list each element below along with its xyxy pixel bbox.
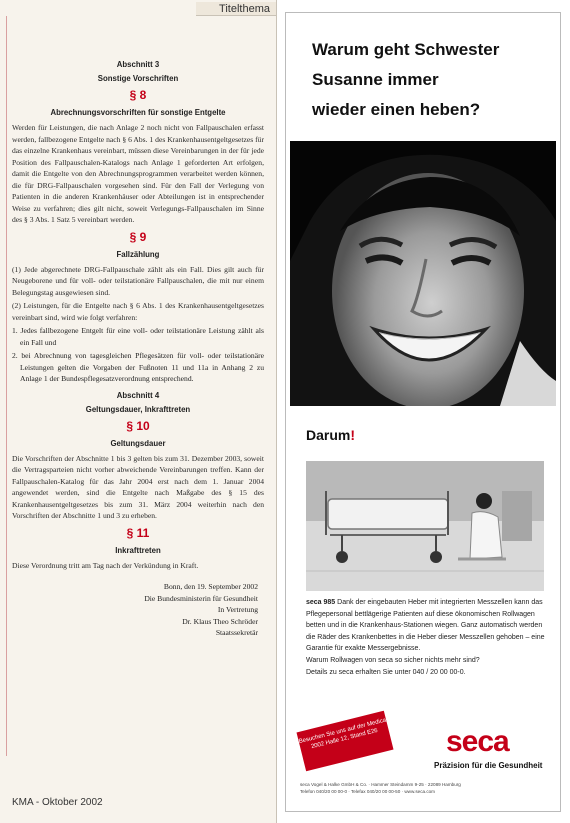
ad-headline-line-2: Susanne immer <box>312 70 439 89</box>
signature-place-date: Bonn, den 19. September 2002 <box>163 582 258 591</box>
margin-rule <box>6 16 7 756</box>
signature-ministry: Die Bundesministerin für Gesundheit <box>144 593 258 603</box>
ad-footer-line-1: seca Vogel & Halke GmbH & Co. · Hammer Steindamm 9-25 · 22089 Hamburg <box>300 782 461 787</box>
seca-tagline: Präzision für die Gesundheit <box>434 761 543 770</box>
medica-visit-badge: Besuchen Sie uns auf der Medica 2002 Halle 12, Stand E26 <box>296 711 393 772</box>
regulation-text <box>12 60 264 639</box>
section-3-title: Sonstige Vorschriften <box>97 74 179 83</box>
ad-body-copy <box>306 597 550 678</box>
signature-representation: In Vertretung <box>217 605 258 614</box>
darum-heading <box>306 427 355 443</box>
ad-body-text: Dank der eingebauten Heber mit integrierten Messzellen kann das Pflegepersonal bettlägerige Patienten auf diese ökonomischen Rollwagen betten und in die Krankenhaus-Stationen wiegen. Ganz automatisch werden die Räder des Krankenbettes in die Heber dieser Messzellen gehoben – eine Garantie für exakte Messergebnisse. <box>306 599 545 653</box>
signature-role: Staatssekretär <box>215 628 258 637</box>
ad-footer-line-2: Telefon 040/20 00 00-0 · Telefax 040/20 00 00-50 · www.seca.com <box>300 789 436 794</box>
section-4-title: Geltungsdauer, Inkrafttreten <box>85 404 191 414</box>
signature-name: Dr. Klaus Theo Schröder <box>182 616 258 626</box>
page-footer: KMA - Oktober 2002 <box>12 797 103 808</box>
paragraph-9-item-1: 1. Jedes fallbezogene Entgelt für eine voll- oder teilstationäre Leistung zählt als ein Fall und <box>12 326 264 347</box>
section-tab: Titelthema <box>196 2 276 16</box>
paragraph-11-title: Inkrafttreten <box>115 545 161 555</box>
ad-body-contact: Details zu seca erhalten Sie unter 040 / 20 00 00-0. <box>306 668 466 676</box>
paragraph-9-heading: § 9 <box>129 229 147 244</box>
paragraph-10-text: Die Vorschriften der Abschnitte 1 bis 3 gelten bis zum 31. Dezember 2003, soweit die Vertragsparteien nicht vorher abweichende Vereinbarungen treffen. Kann der Fallpauschalen-Katalog für das Jahr 2004 erst nach dem 1. Januar 2004 angewendet werden, sind die Entgelte nach Maßgabe des § 15 des Krankenhausentgeltgesetzes bis zum 31. März 2004 weiterhin nach den Vorschriften der Abschnitte 1 und 3 zu erheben. <box>12 453 264 520</box>
section-4-heading: Abschnitt 4 <box>116 390 160 400</box>
smiling-woman-portrait <box>290 141 556 406</box>
paragraph-11-heading: § 11 <box>126 525 150 540</box>
seca-advertisement <box>285 12 561 812</box>
seca-logo: seca <box>446 725 509 758</box>
signature-block <box>12 581 264 639</box>
darum-word: Darum <box>306 427 351 443</box>
paragraph-10-title: Geltungsdauer <box>110 438 166 448</box>
paragraph-9-text-2: (2) Leistungen, für die Entgelte nach § 6 Abs. 1 des Krankenhausentgeltgesetzes vereinbart sind, wird wie folgt verfahren: <box>12 301 264 322</box>
darum-exclamation: ! <box>350 427 356 443</box>
ad-headline-line-3: wieder einen heben? <box>312 100 481 119</box>
section-3-heading: Abschnitt 3 <box>116 60 160 69</box>
paragraph-11-text: Diese Verordnung tritt am Tag nach der Verkündung in Kraft. <box>12 560 199 570</box>
paragraph-9-item-2: 2. bei Abrechnung von tagesgleichen Pflegesätzen für voll- oder teilstationäre Leistungen gelten die Vorgaben der Fußnoten 11 und 11a in Anhang 2 zu Anlage 1 der Bundespflegesatzverordnung entsprechend. <box>12 351 264 383</box>
paragraph-10-heading: § 10 <box>126 418 150 433</box>
paragraph-8-text: Werden für Leistungen, die nach Anlage 2 noch nicht von Fallpauschalen erfasst werden, fallbezogene Entgelte nach § 6 Abs. 1 des Krankenhausentgeltgesetzes für das einzelne Krankenhaus vereinbart, müssen diese Vereinbarungen in der für jede Position des Fallpauschalen-Katalogs nach Anlage 1 geforderten Art erfolgen, damit die Entgelte von den Abrechnungsprogrammen verarbeitet werden können, die für DRG-Fallpauschalen vorgesehen sind. Für den Fall der Verlegung von Patienten in die anderen Krankenhäuser oder Abteilungen ist in entsprechender Weise zu verfahren; dies gilt nicht, soweit Verlegungs-Fallpauschalen im Sinne des § 3 Abs. 1 Satz 5 vereinbart werden. <box>12 123 264 224</box>
nurse-hospital-bed-photo <box>306 461 544 591</box>
ad-body-question: Warum Rollwagen von seca so sicher nichts mehr sind? <box>306 656 480 664</box>
paragraph-9-text-1: (1) Jede abgerechnete DRG-Fallpauschale zählt als ein Fall. Dies gilt auch für Neugeborene und für voll- oder teilstationäre Fallpauschalen, die mit nur einem Belegungstag ausgewiesen sind. <box>12 264 264 297</box>
paragraph-8-title: Abrechnungsvorschriften für sonstige Entgelte <box>50 108 226 117</box>
ad-footer-address <box>300 781 550 795</box>
paragraph-9-title: Fallzählung <box>116 249 160 259</box>
left-page-column <box>0 0 277 823</box>
paragraph-8-heading: § 8 <box>129 88 147 102</box>
ad-headline-line-1: Warum geht Schwester <box>312 40 500 59</box>
ad-headline <box>312 35 552 125</box>
ad-brand-inline: seca 985 <box>306 599 336 606</box>
